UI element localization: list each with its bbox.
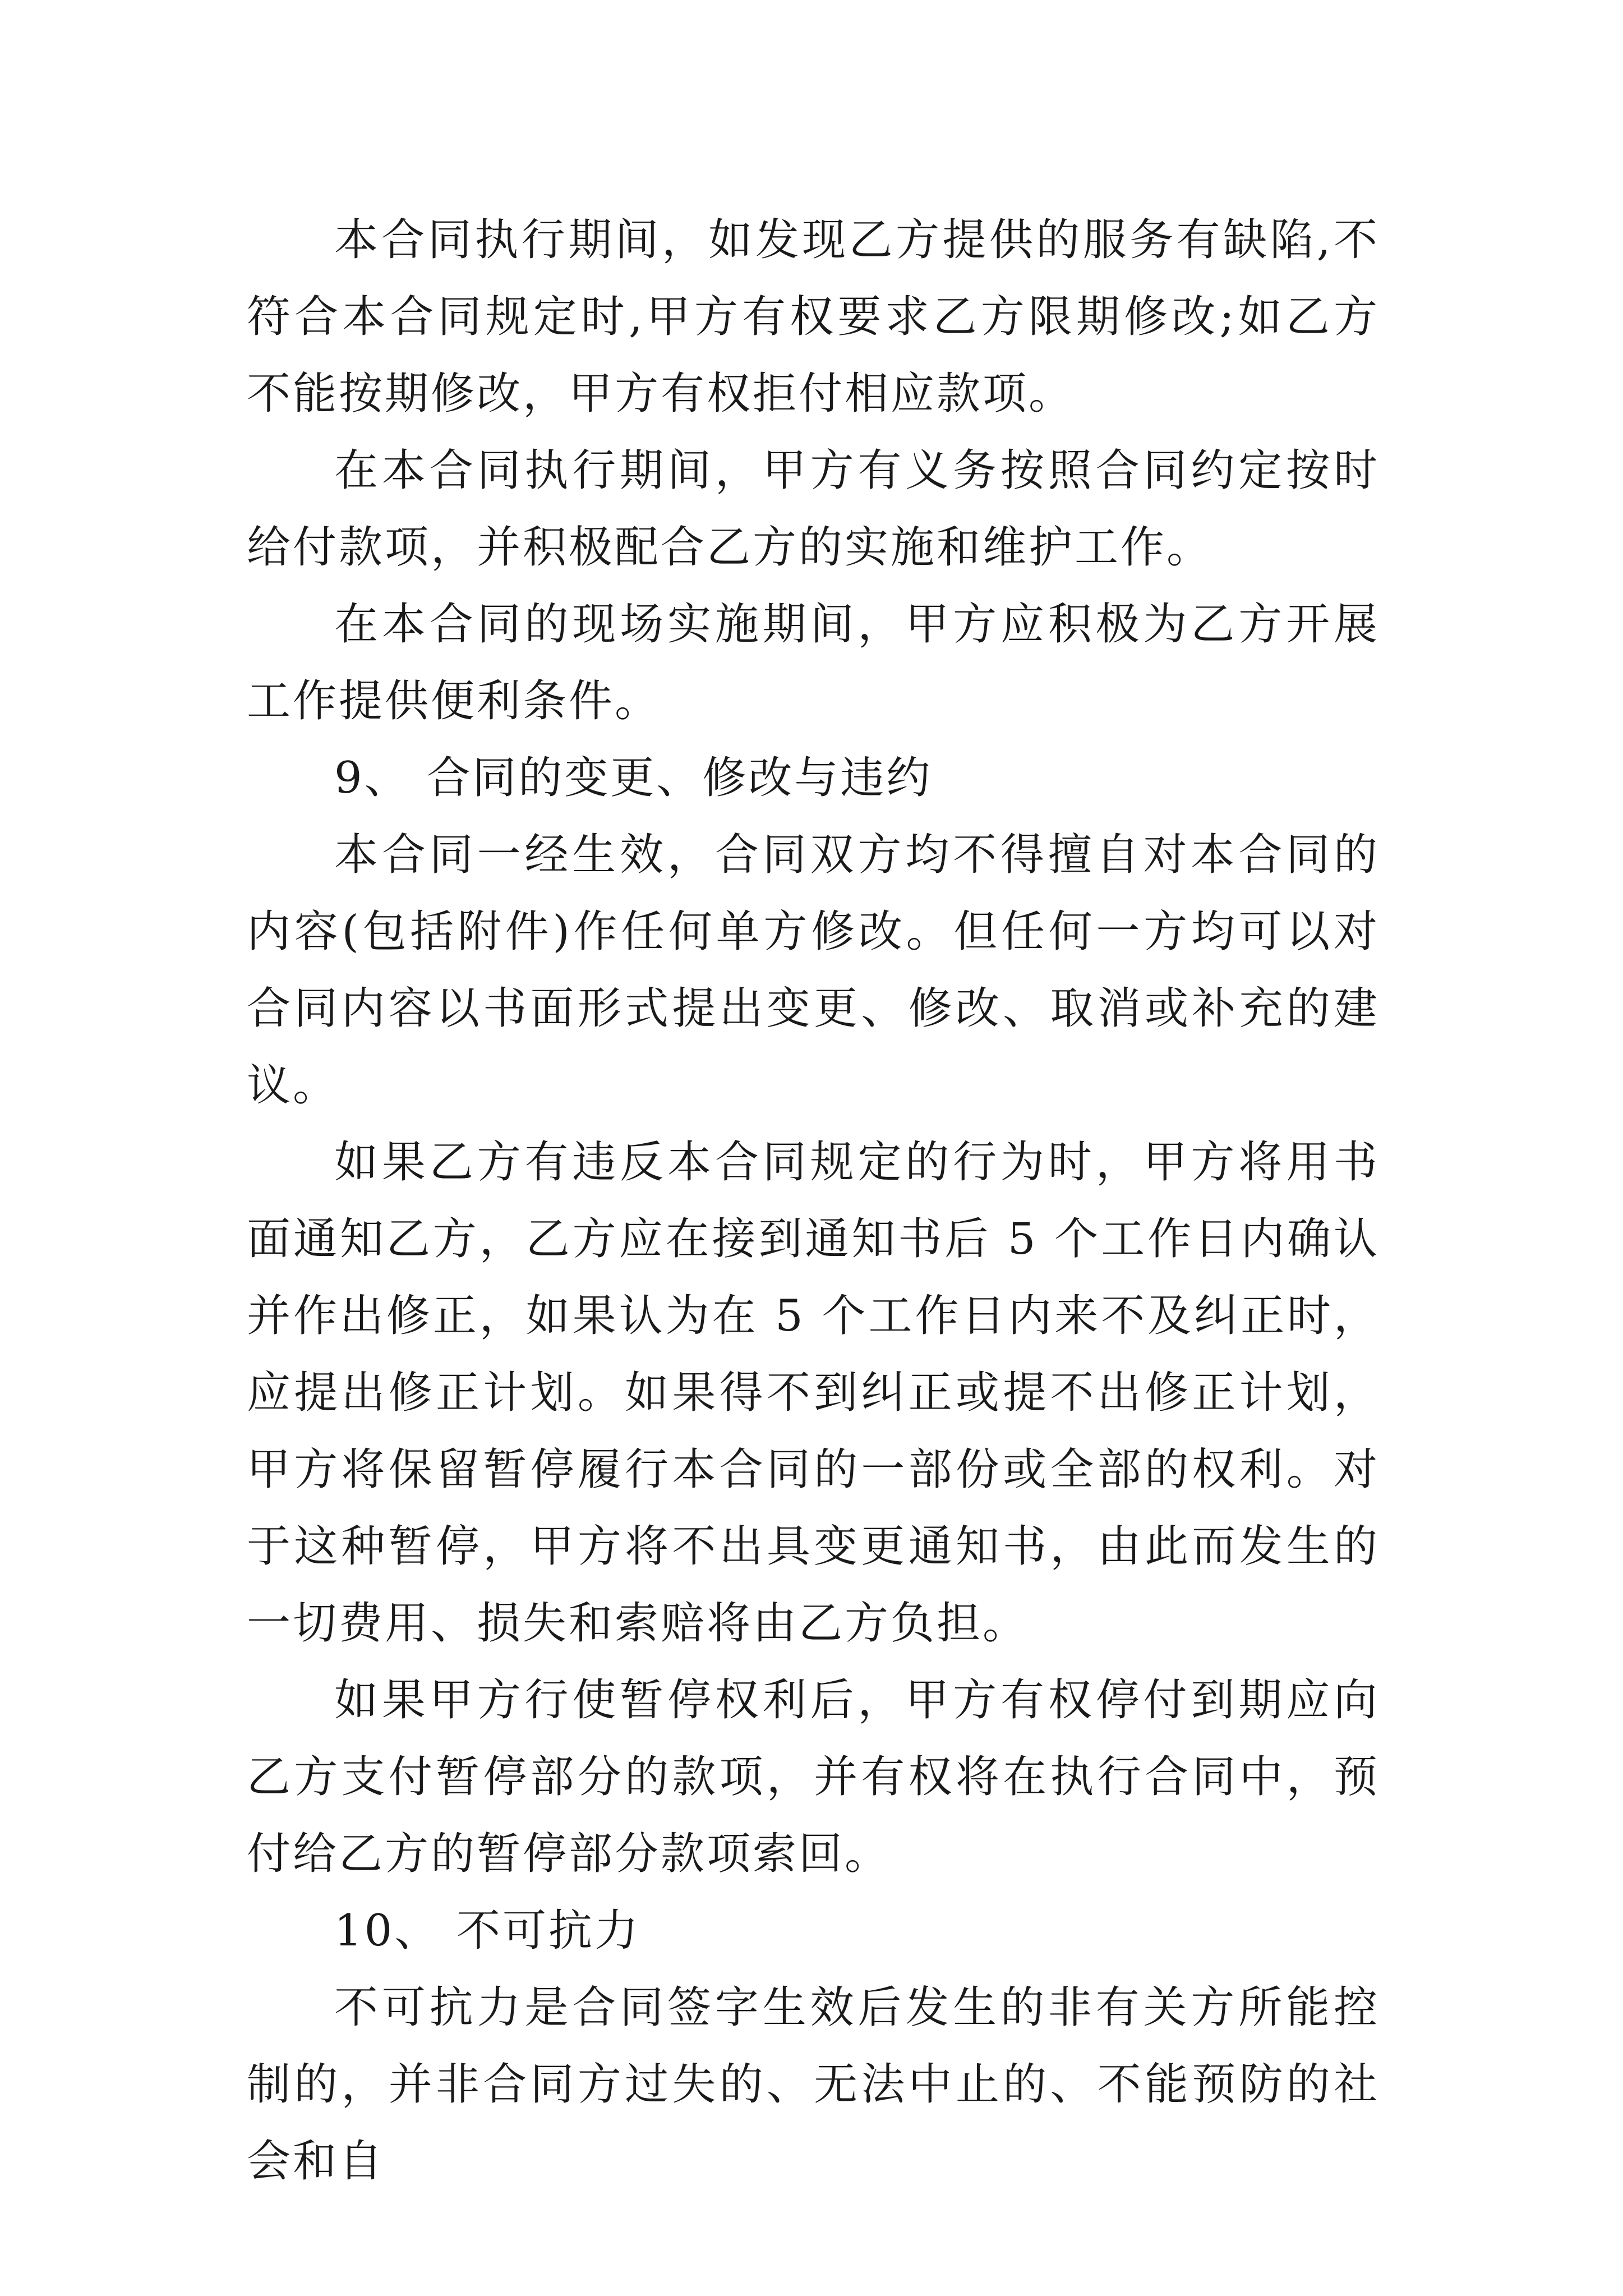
document-page [247, 202, 1380, 2200]
paragraph-suspension-payment: 如果甲方行使暂停权利后，甲方有权停付到期应向乙方支付暂停部分的款项，并有权将在执行合同中，预付给乙方的暂停部分款项索回。 [247, 1675, 1380, 1879]
paragraph-defect-repair: 本合同执行期间，如发现乙方提供的服务有缺陷,不符合本合同规定时,甲方有权要求乙方限期修改;如乙方不能按期修改，甲方有权拒付相应款项。 [247, 215, 1380, 419]
paragraph-force-majeure: 不可抗力是合同签字生效后发生的非有关方所能控制的，并非合同方过失的、无法中止的、不能预防的社会和自 [247, 1982, 1380, 2187]
paragraph-payment-obligation: 在本合同执行期间，甲方有义务按照合同约定按时给付款项，并积极配合乙方的实施和维护工作。 [247, 445, 1380, 573]
paragraph-breach-notice: 如果乙方有违反本合同规定的行为时，甲方将用书面通知乙方，乙方应在接到通知书后 5 个工作日内确认并作出修正，如果认为在 5 个工作日内来不及纠正时，应提出修正计划。如果得不到纠正或提不出修正计划，甲方将保留暂停履行本合同的一部份或全部的权利。对于这种暂停，甲方将不出具变更通知书，由此而发生的一切费用、损失和索赔将由乙方负担。 [247, 1137, 1380, 1649]
section-heading-9: 9、 合同的变更、修改与违约 [334, 753, 933, 803]
paragraph-onsite-support: 在本合同的现场实施期间，甲方应积极为乙方开展工作提供便利条件。 [247, 599, 1380, 726]
paragraph-no-unilateral-change: 本合同一经生效，合同双方均不得擅自对本合同的内容(包括附件)作任何单方修改。但任何一方均可以对合同内容以书面形式提出变更、修改、取消或补充的建议。 [247, 830, 1380, 1111]
section-heading-10: 10、 不可抗力 [334, 1906, 641, 1956]
